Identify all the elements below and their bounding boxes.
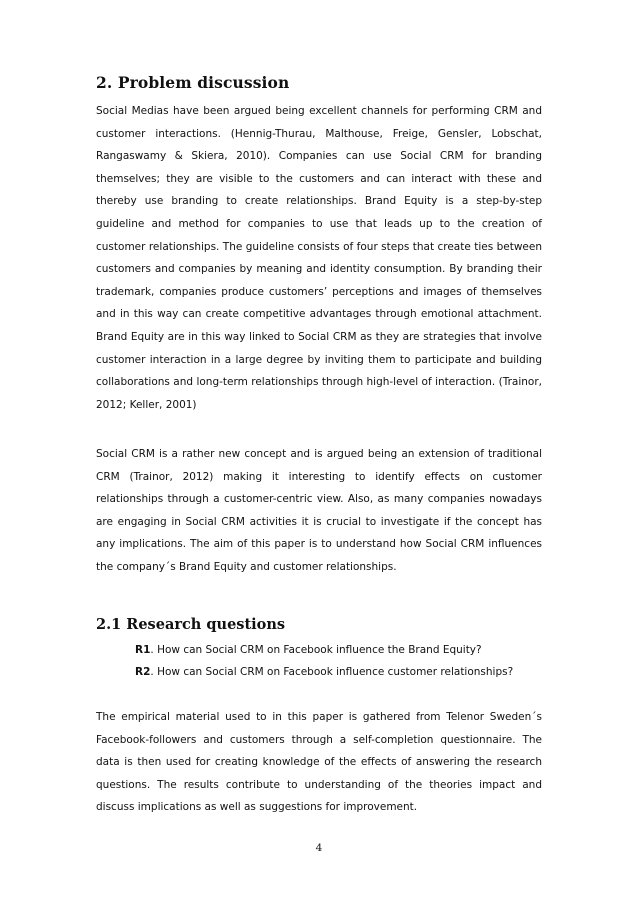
page-number: 4 (315, 842, 323, 854)
subsection-heading: 2.1 Research questions (96, 616, 286, 633)
empirical-paragraph: The empirical material used to in this paper is gathered from Telenor Sweden´s Facebook-followers and customers through a self-completion questionnaire. The data is then used for creating knowledge of the effects of answering the research questions. The results contribute to understanding of the theories impact and discuss implications as well as suggestions for improvement. (96, 711, 542, 814)
research-question-2 (135, 661, 513, 683)
research-question-2-label: R2 (135, 666, 151, 678)
research-question-1 (135, 639, 482, 661)
section-heading: 2. Problem discussion (96, 73, 290, 92)
problem-paragraph-2: Social CRM is a rather new concept and is argued being an extension of traditional CRM (Trainor, 2012) making it interesting to identify effects on customer relationships through a customer-centric view. Also, as many companies nowadays are engaging in Social CRM activities it is crucial to investigate if the concept has any implications. The aim of this paper is to understand how Social CRM influences the company´s Brand Equity and customer relationships. (96, 448, 542, 573)
research-question-1-label: R1 (135, 644, 151, 656)
research-question-1-text: . How can Social CRM on Facebook influence the Brand Equity? (150, 644, 482, 656)
research-question-2-text: . How can Social CRM on Facebook influence customer relationships? (150, 666, 514, 678)
problem-paragraph-1: Social Medias have been argued being excellent channels for performing CRM and customer interactions. (Hennig-Thurau, Malthouse, Freige, Gensler, Lobschat, Rangaswamy & Skiera, 2010). Companies can use Social CRM for branding themselves; they are visible to the customers and can interact with these and thereby use branding to create relationships. Brand Equity is a step-by-step guideline and method for companies to use that leads up to the creation of customer relationships. The guideline consists of four steps that create ties between customers and companies by meaning and identity consumption. By branding their trademark, companies produce customers’ perceptions and images of themselves and in this way can create competitive advantages through emotional attachment. Brand Equity are in this way linked to Social CRM as they are strategies that involve customer interaction in a large degree by inviting them to participate and building collaborations and long-term relationships through high-level of interaction. (Trainor, 2012; Keller, 2001) (96, 105, 542, 411)
